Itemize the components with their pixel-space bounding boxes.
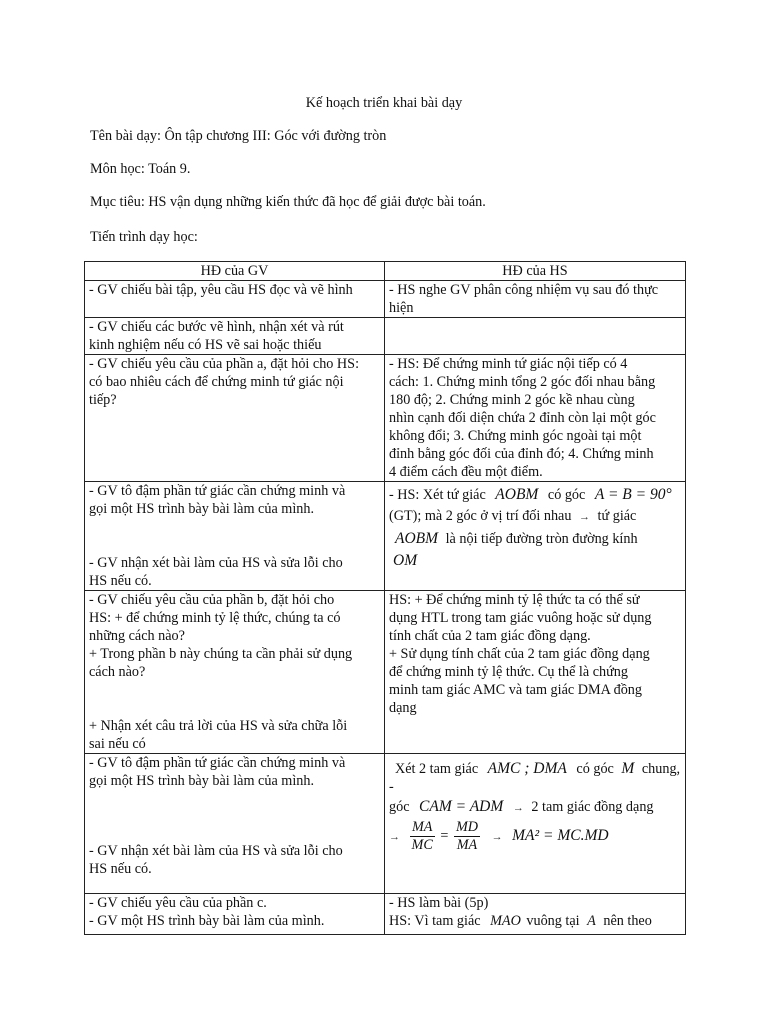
text-line: dạng [389,700,417,716]
arrow-icon: → [491,830,503,843]
table-row [85,355,686,482]
text: nên theo [603,913,652,929]
text-line: nhìn cạnh đối diện chứa 2 đỉnh còn lại một góc [389,410,656,426]
text: có góc [576,761,614,777]
text-line: kinh nghiệm nếu có HS vẽ sai hoặc thiếu [89,337,322,353]
student-activity [385,318,686,355]
fraction [454,819,480,854]
document-title: Kế hoạch triển khai bài dạy [305,95,463,111]
math-line [389,484,681,506]
process-heading: Tiến trình dạy học: [90,229,198,245]
teacher-activity [85,754,385,894]
arrow-icon: → [389,830,400,843]
table-row [85,318,686,355]
math-triangles: AMC ; DMA [487,760,567,777]
teacher-activity [85,281,385,318]
text-line: tính chất của 2 tam giác đồng dạng. [389,628,591,644]
math-line [395,528,681,550]
teacher-activity [85,894,385,935]
header-student: HĐ của HS [385,262,686,281]
student-activity [385,591,686,754]
text-line: - HS nghe GV phân công nhiệm vụ sau đó thực [389,282,659,298]
text-line: không đổi; 3. Chứng minh góc ngoài tại một [389,428,642,444]
text-line: - GV nhận xét bài làm của HS và sửa lỗi cho [89,843,343,859]
math-line [389,506,681,528]
text-line: cách: 1. Chứng minh tổng 2 góc đối nhau bằng [389,374,656,390]
student-activity [385,355,686,482]
text-line: + Sử dụng tính chất của 2 tam giác đồng dạng [389,646,650,662]
teacher-activity [85,482,385,591]
math-diameter: OM [393,552,418,569]
math-vertex: A [587,913,596,929]
math-line [389,798,681,817]
text: là nội tiếp đường tròn đường kính [445,531,638,547]
text: tứ giác [597,508,637,524]
arrow-icon: → [512,802,524,814]
math-line [389,912,681,930]
text-line: - GV chiếu bài tập, yêu cầu HS đọc và vẽ hình [89,282,353,298]
math-line [393,550,681,572]
text-line: + Trong phần b này chúng ta cần phải sử dụng [89,646,353,662]
text-line: có bao nhiêu cách để chứng minh tứ giác nội [89,374,344,390]
math-angles: CAM = ADM [419,798,504,815]
text-line: những cách nào? [89,628,185,644]
text-line: HS: + để chứng minh tỷ lệ thức, chúng ta có [89,610,341,626]
text: có góc [547,487,586,503]
fraction-denominator: MC [411,837,433,853]
table-row [85,482,686,591]
student-activity [385,754,686,894]
student-activity [385,482,686,591]
text-line: hiện [389,300,414,316]
math-quadrilateral: AOBM [495,486,539,503]
teacher-activity [85,591,385,754]
fraction [410,819,435,854]
text-line: tiếp? [89,392,117,408]
math-angle: M [621,760,635,777]
text: - HS: Xét tứ giác [389,487,486,503]
text-line: HS nếu có. [89,573,152,589]
text-line: - GV chiếu các bước vẽ hình, nhận xét và rút [89,319,344,335]
table-row [85,894,686,935]
text-line: - GV chiếu yêu cầu của phần a, đặt hỏi cho HS: [89,356,360,372]
text-line: 4 điểm cách đều một điểm. [389,464,543,480]
text-line: - GV một HS trình bày bài làm của mình. [89,913,325,929]
text-line: HS nếu có. [89,861,152,877]
text: góc [389,799,410,815]
text-line: gọi một HS trình bày bài làm của mình. [89,501,314,517]
text: HS: Vì tam giác [389,913,481,929]
math-conclusion: MA² = MC.MD [512,826,609,844]
text-line: + Nhận xét câu trả lời của HS và sửa chữa lỗi [89,718,348,734]
text-line: sai nếu có [89,736,146,752]
text-line: cách nào? [89,664,146,680]
teacher-activity [85,318,385,355]
text: chung, [641,761,681,777]
header-teacher: HĐ của GV [85,262,385,281]
text-line: gọi một HS trình bày bài làm của mình. [89,773,314,789]
text-line: minh tam giác AMC và tam giác DMA đồng [389,682,642,698]
lesson-plan-table [84,261,686,935]
math-line [389,819,681,854]
text-line: 180 độ; 2. Chứng minh 2 góc kề nhau cùng [389,392,635,408]
text: vuông tại [526,913,580,929]
math-triangle: MAO [490,913,521,929]
goal-line: Mục tiêu: HS vận dụng những kiến thức đã học để giải được bài toán. [90,194,486,210]
math-quadrilateral: AOBM [395,530,439,547]
fraction-numerator: MD [455,819,479,835]
table-header-row [85,262,686,281]
subject-line: Môn học: Toán 9. [90,161,191,177]
text-line: đỉnh bằng góc đối của đỉnh đó; 4. Chứng minh [389,446,654,462]
text: Xét 2 tam giác [395,761,479,777]
text-line: - GV nhận xét bài làm của HS và sửa lỗi cho [89,555,343,571]
text-line: - [389,779,394,795]
text-line: để chứng minh tỷ lệ thức. Cụ thể là chứng [389,664,628,680]
fraction-numerator: MA [410,819,435,837]
fraction-denominator: MA [456,837,478,853]
equals-sign: = [440,827,449,844]
text-line: - HS: Để chứng minh tứ giác nội tiếp có 4 [389,356,628,372]
table-row [85,754,686,894]
table-row [85,281,686,318]
text-line: - HS làm bài (5p) [389,895,489,911]
student-activity [385,281,686,318]
math-line [395,760,681,778]
text-line: HS: + Để chứng minh tỷ lệ thức ta có thể sử [389,592,640,608]
math-angles: A = B = 90° [594,486,672,503]
text: (GT); mà 2 góc ở vị trí đối nhau [389,508,572,524]
table-row [85,591,686,754]
text-line: - GV chiếu yêu cầu của phần b, đặt hỏi cho [89,592,335,608]
lesson-name: Tên bài dạy: Ôn tập chương III: Góc với đường tròn [90,128,387,144]
text-line: - GV tô đậm phần tứ giác cần chứng minh và [89,755,346,771]
student-activity [385,894,686,935]
text-line: - GV tô đậm phần tứ giác cần chứng minh và [89,483,346,499]
text: 2 tam giác đồng dạng [531,799,654,815]
teacher-activity [85,355,385,482]
text-line: - GV chiếu yêu cầu của phần c. [89,895,267,911]
arrow-icon: → [579,511,590,523]
text-line: dụng HTL trong tam giác vuông hoặc sử dụng [389,610,652,626]
